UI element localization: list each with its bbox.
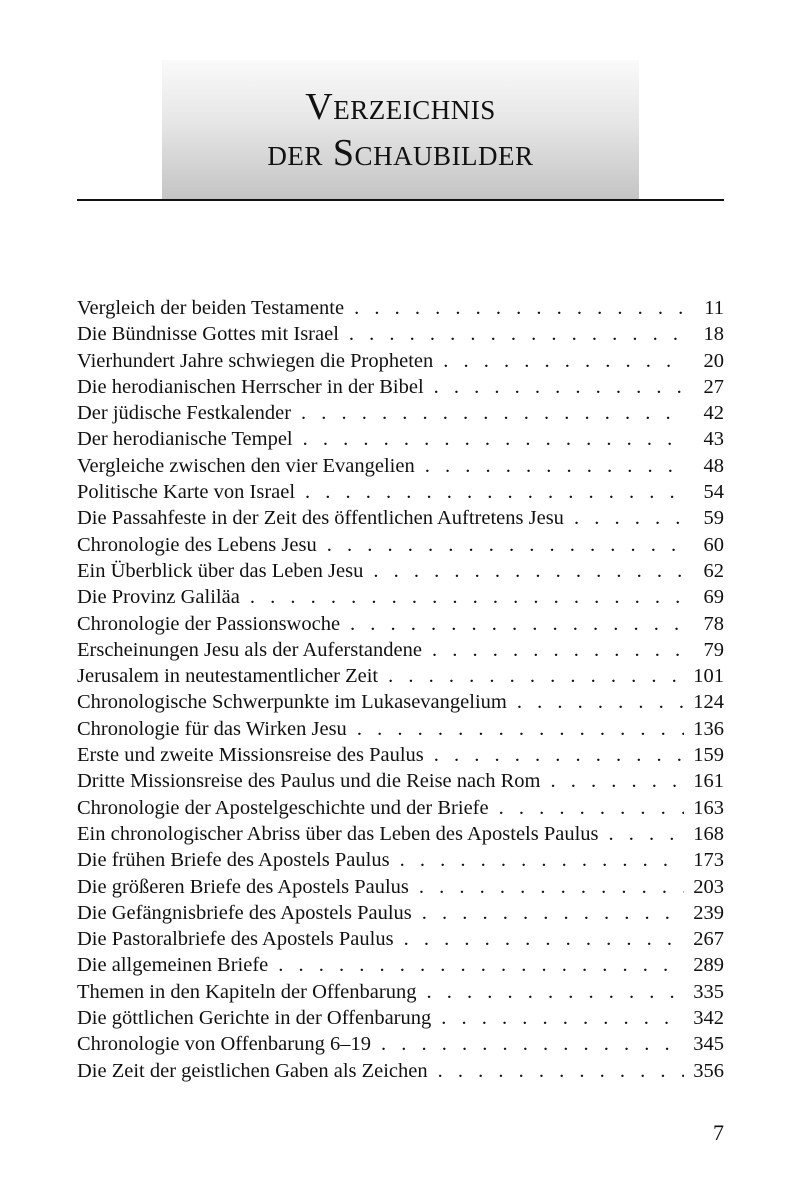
toc-entry-label: Jerusalem in neutestamentlicher Zeit: [77, 665, 379, 688]
dot-leader: [349, 321, 684, 347]
toc-entry-label: Themen in den Kapiteln der Offenbarung: [77, 980, 417, 1003]
dot-leader: [301, 400, 684, 426]
toc-entry: [77, 821, 724, 847]
toc-entry-label: Erscheinungen Jesu als der Auferstandene: [77, 638, 422, 661]
toc-entry: [77, 926, 724, 952]
toc-entry-page: 59: [703, 507, 724, 530]
toc-entry: [77, 321, 724, 347]
toc-entry: [77, 1005, 724, 1031]
toc-entry-label: Ein Überblick über das Leben Jesu: [77, 559, 364, 582]
dot-leader: [425, 453, 684, 479]
toc-entry-page: 18: [703, 323, 724, 346]
toc-entry-page: 163: [693, 796, 724, 819]
toc-entry-page: 54: [703, 481, 724, 504]
toc-entry: [77, 1031, 724, 1057]
toc-entry-page: 267: [693, 928, 724, 951]
toc-entry-label: Die Bündnisse Gottes mit Israel: [77, 323, 339, 346]
toc-entry-label: Die Pastoralbriefe des Apostels Paulus: [77, 928, 394, 951]
toc-entry: [77, 979, 724, 1005]
toc-entry: [77, 348, 724, 374]
page-title-line-2: der Schaubilder: [267, 131, 534, 174]
toc-entry-page: 335: [693, 980, 724, 1003]
toc-entry-page: 289: [693, 954, 724, 977]
toc-entry-label: Chronologische Schwerpunkte im Lukasevangelium: [77, 691, 507, 714]
toc-entry-label: Ein chronologischer Abriss über das Leben des Apostels Paulus: [77, 822, 599, 845]
toc-entry: [77, 611, 724, 637]
toc-entry-page: 43: [703, 428, 724, 451]
dot-leader: [278, 952, 684, 978]
toc-entry: [77, 689, 724, 715]
toc-entry-label: Der jüdische Festkalender: [77, 402, 292, 425]
toc-entry-page: 69: [703, 586, 724, 609]
toc-entry-label: Chronologie der Apostelgeschichte und der Briefe: [77, 796, 489, 819]
toc-entry-page: 60: [703, 533, 724, 556]
toc-entry-label: Chronologie von Offenbarung 6–19: [77, 1033, 371, 1056]
dot-leader: [419, 874, 684, 900]
toc-entry: [77, 900, 724, 926]
dot-leader: [574, 505, 684, 531]
toc-entry: [77, 1058, 724, 1084]
toc-entry: [77, 952, 724, 978]
toc-entry-label: Die Provinz Galiläa: [77, 586, 240, 609]
dot-leader: [432, 637, 684, 663]
toc-entry: [77, 847, 724, 873]
dot-leader: [441, 1005, 684, 1031]
toc-entry-page: 161: [693, 770, 724, 793]
dot-leader: [434, 374, 684, 400]
toc-entry-page: 203: [693, 875, 724, 898]
toc-entry-label: Erste und zweite Missionsreise des Paulus: [77, 744, 424, 767]
toc-entry-label: Der herodianische Tempel: [77, 428, 293, 451]
toc-entry: [77, 453, 724, 479]
toc-entry: [77, 742, 724, 768]
toc-entry-page: 124: [693, 691, 724, 714]
toc-entry-label: Chronologie für das Wirken Jesu: [77, 717, 347, 740]
toc-entry: [77, 874, 724, 900]
toc-entry: [77, 400, 724, 426]
toc-entry-page: 42: [703, 402, 724, 425]
toc-entry-page: 173: [693, 849, 724, 872]
toc-entry: [77, 637, 724, 663]
toc-entry-label: Die Gefängnisbriefe des Apostels Paulus: [77, 901, 412, 924]
toc-entry-label: Chronologie der Passionswoche: [77, 612, 341, 635]
toc-entry-label: Die göttlichen Gerichte in der Offenbarung: [77, 1007, 432, 1030]
toc-entry-page: 27: [703, 375, 724, 398]
figure-index-list: [77, 295, 724, 1084]
dot-leader: [388, 663, 684, 689]
toc-entry-page: 62: [703, 559, 724, 582]
toc-entry-label: Vierhundert Jahre schwiegen die Propheten: [77, 349, 434, 372]
toc-entry-label: Die Passahfeste in der Zeit des öffentlichen Auftretens Jesu: [77, 507, 564, 530]
dot-leader: [438, 1058, 684, 1084]
toc-entry: [77, 795, 724, 821]
toc-entry: [77, 374, 724, 400]
dot-leader: [443, 348, 684, 374]
dot-leader: [426, 979, 684, 1005]
toc-entry-page: 79: [703, 638, 724, 661]
dot-leader: [357, 716, 684, 742]
title-banner: [162, 60, 639, 199]
dot-leader: [517, 689, 684, 715]
toc-entry-label: Die herodianischen Herrscher in der Bibel: [77, 375, 424, 398]
toc-entry: [77, 295, 724, 321]
toc-entry-label: Die größeren Briefe des Apostels Paulus: [77, 875, 409, 898]
toc-entry-page: 345: [693, 1033, 724, 1056]
dot-leader: [305, 479, 684, 505]
page-number: 7: [713, 1120, 724, 1145]
dot-leader: [609, 821, 684, 847]
toc-entry-label: Dritte Missionsreise des Paulus und die Reise nach Rom: [77, 770, 541, 793]
toc-entry-page: 342: [693, 1007, 724, 1030]
toc-entry-page: 48: [703, 454, 724, 477]
dot-leader: [354, 295, 684, 321]
toc-entry-page: 78: [703, 612, 724, 635]
dot-leader: [250, 584, 684, 610]
dot-leader: [422, 900, 684, 926]
toc-entry: [77, 716, 724, 742]
toc-entry-page: 20: [703, 349, 724, 372]
toc-entry-label: Die allgemeinen Briefe: [77, 954, 269, 977]
dot-leader: [327, 532, 684, 558]
dot-leader: [400, 847, 684, 873]
toc-entry: [77, 479, 724, 505]
toc-entry-label: Vergleiche zwischen den vier Evangelien: [77, 454, 415, 477]
toc-entry-page: 11: [704, 297, 724, 319]
toc-entry: [77, 768, 724, 794]
toc-entry: [77, 505, 724, 531]
toc-entry-page: 159: [693, 744, 724, 767]
toc-entry-page: 356: [693, 1059, 724, 1082]
toc-entry-label: Die Zeit der geistlichen Gaben als Zeichen: [77, 1059, 428, 1082]
toc-entry-label: Die frühen Briefe des Apostels Paulus: [77, 849, 390, 872]
dot-leader: [303, 426, 684, 452]
dot-leader: [373, 558, 684, 584]
page-title-line-1: Verzeichnis: [305, 85, 496, 128]
toc-entry-label: Politische Karte von Israel: [77, 481, 296, 504]
toc-entry: [77, 426, 724, 452]
toc-entry-page: 239: [693, 901, 724, 924]
toc-entry: [77, 532, 724, 558]
toc-entry-label: Chronologie des Lebens Jesu: [77, 533, 317, 556]
toc-entry: [77, 584, 724, 610]
toc-entry-page: 136: [693, 717, 724, 740]
toc-entry-label: Vergleich der beiden Testamente: [77, 297, 345, 319]
dot-leader: [499, 795, 684, 821]
toc-entry-page: 101: [693, 665, 724, 688]
toc-entry: [77, 558, 724, 584]
dot-leader: [381, 1031, 684, 1057]
dot-leader: [404, 926, 684, 952]
toc-entry-page: 168: [693, 822, 724, 845]
dot-leader: [350, 611, 684, 637]
title-divider: [77, 199, 724, 201]
dot-leader: [434, 742, 684, 768]
toc-entry: [77, 663, 724, 689]
dot-leader: [550, 768, 684, 794]
